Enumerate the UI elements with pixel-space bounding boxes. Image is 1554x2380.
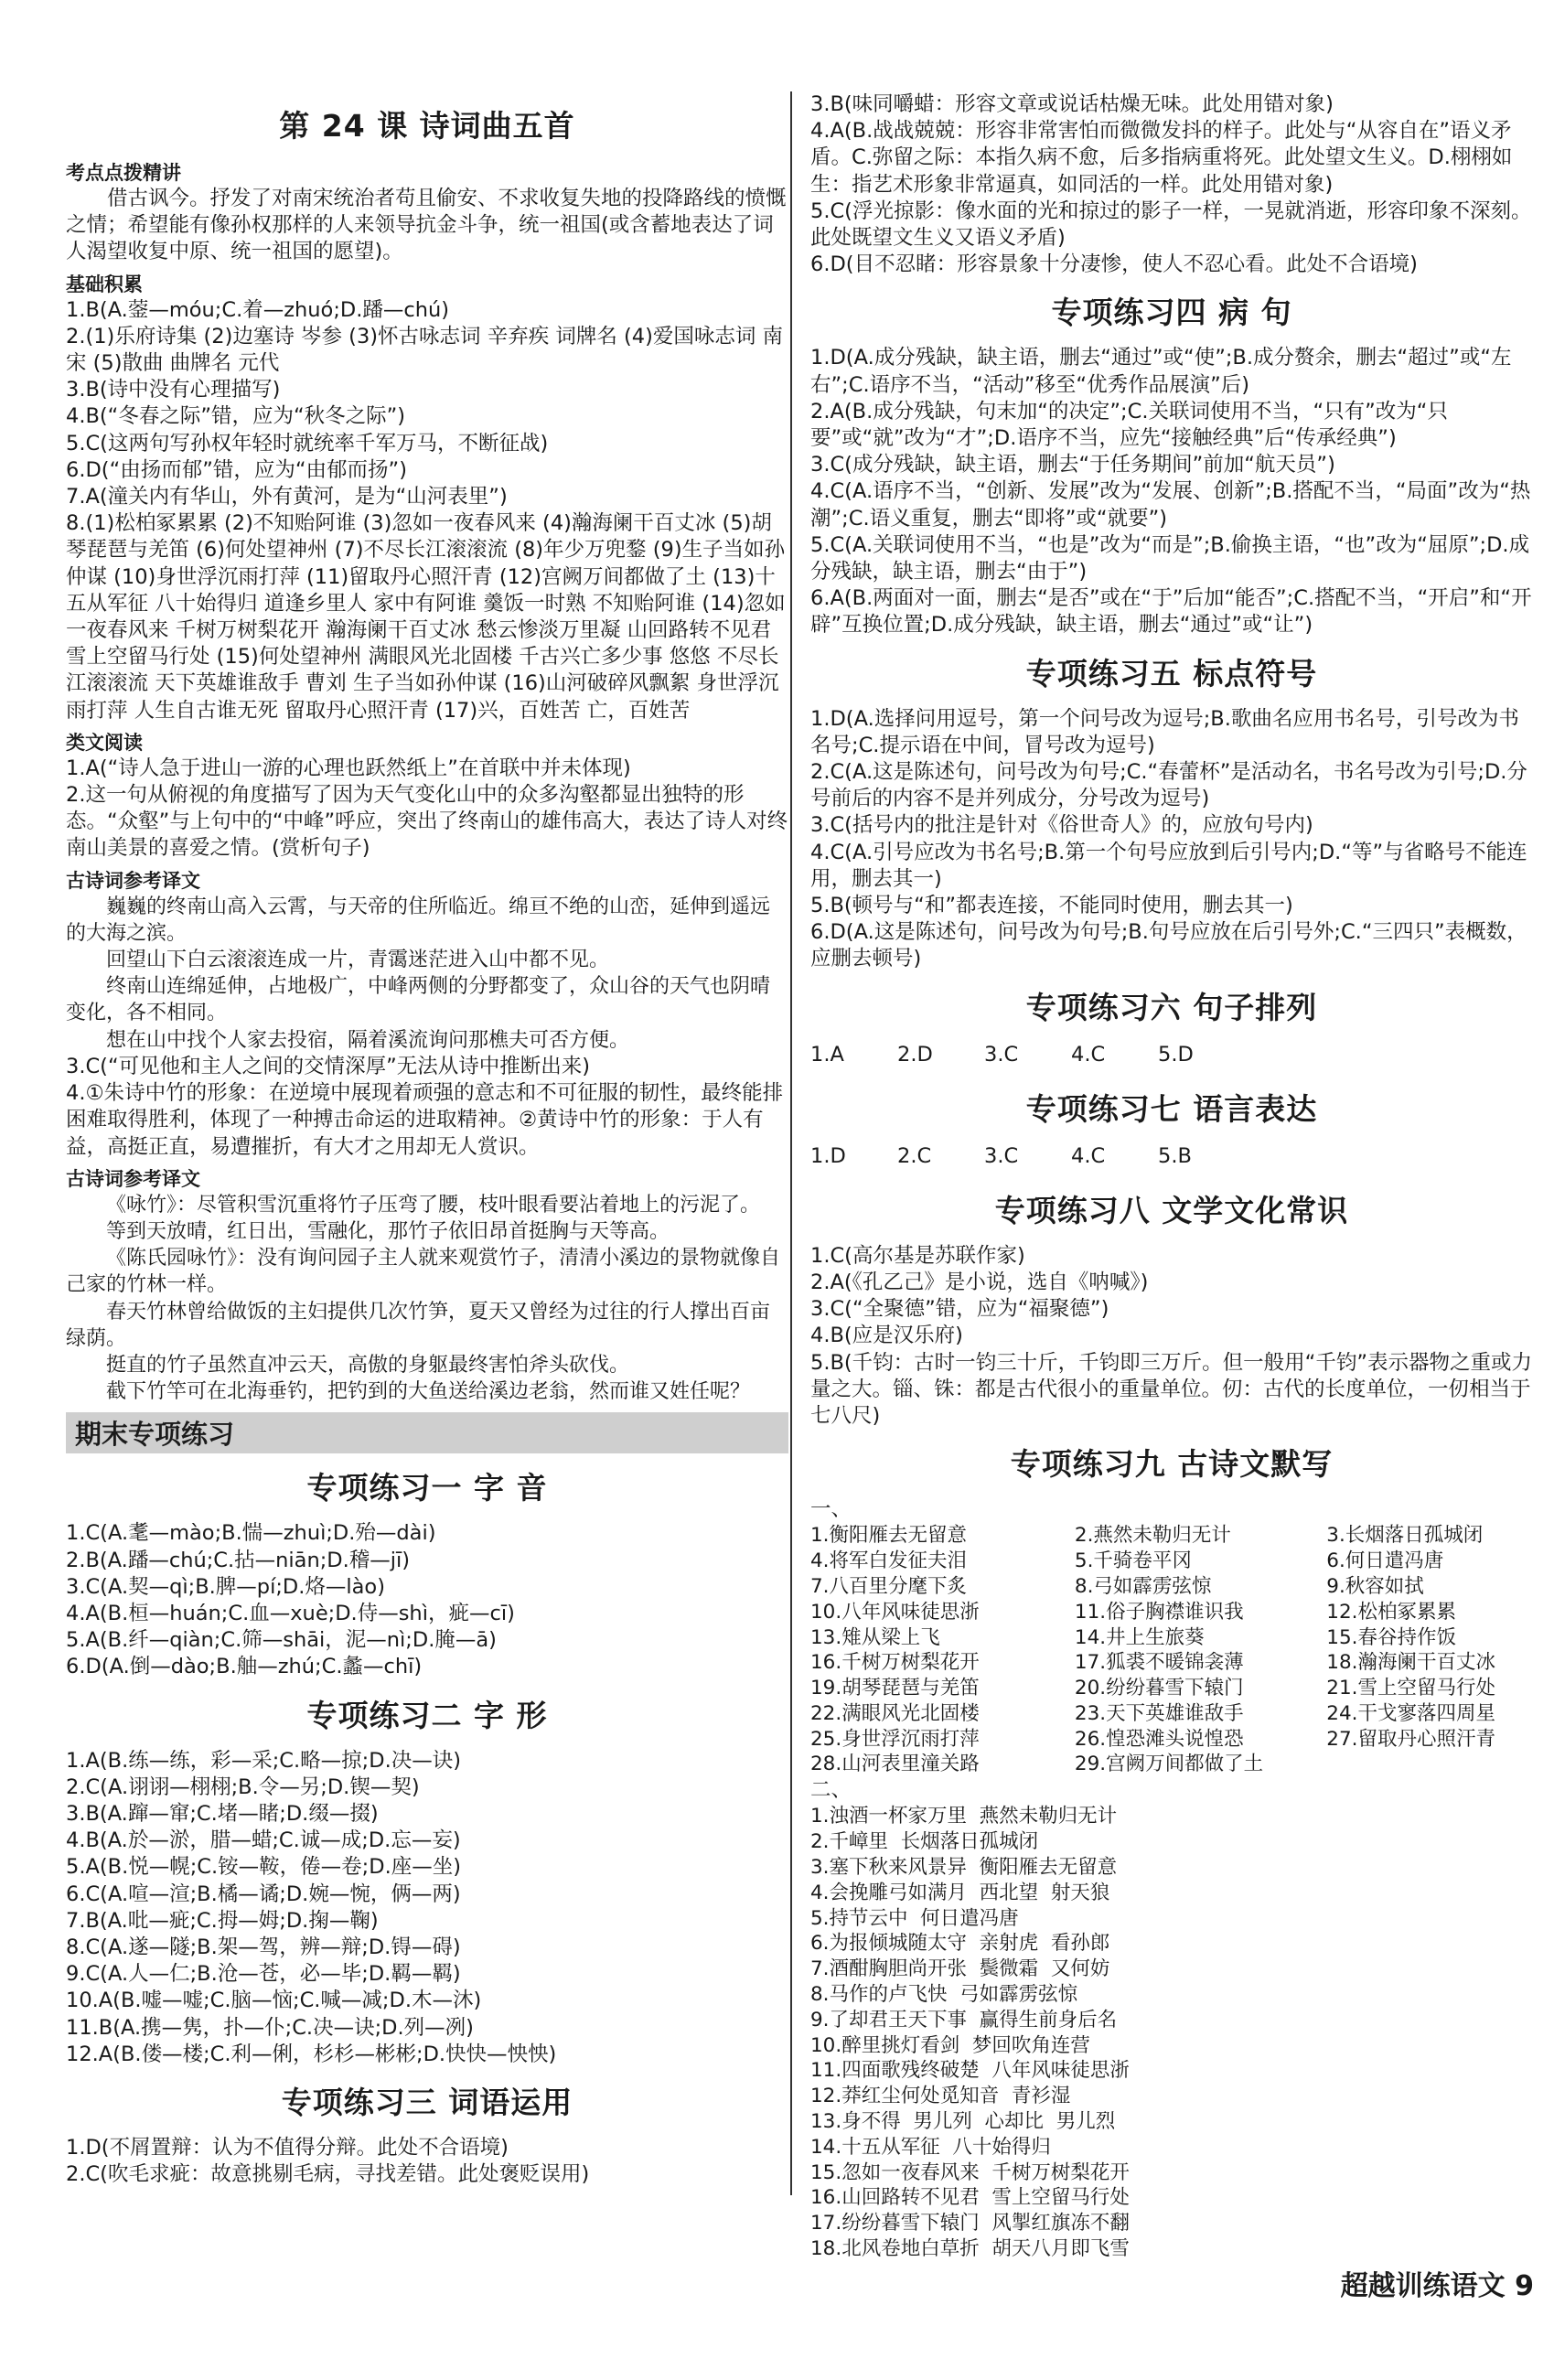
paragraph: 1.C(A.耄—mào;B.惴—zhuì;D.殆—dài) (66, 1521, 436, 1546)
section-title: 专项练习二 字 形 (306, 1697, 548, 1733)
paragraph: 6.D(A.倒—dào;B.舳—zhú;C.蠡—chī) (66, 1655, 423, 1679)
recitation-item: 11.俗子胸襟谁识我 (1074, 1600, 1244, 1624)
recitation-line: 9.了却君王天下事 赢得生前身后名 (810, 2008, 1118, 2032)
paragraph: 1.A(B.练—练，彩—采;C.略—掠;D.决—诀) (66, 1748, 462, 1773)
translation-paragraph: 想在山中找个人家去投宿，隔着溪流询问那樵夫可否方便。 (106, 1028, 630, 1052)
paragraph: 1.D(A.成分残缺，缺主语，删去“通过”或“使”;B.成分赘余，删去“超过”或“左右”;C.语序不当，“活动”移至“优秀作品展演”后) (810, 346, 1512, 397)
recitation-item: 9.秋容如拭 (1326, 1574, 1424, 1598)
left-column (66, 91, 788, 2188)
answer-item: 4.C (1071, 1143, 1106, 1168)
recitation-item: 8.弓如霹雳弦惊 (1074, 1574, 1212, 1598)
paragraph: 6.D(“由扬而郁”错，应为“由郁而扬”) (66, 457, 407, 482)
recitation-item: 26.惶恐滩头说惶恐 (1074, 1727, 1244, 1751)
paragraph: 3.C(括号内的批注是针对《俗世奇人》的，应放句号内) (810, 813, 1313, 838)
paragraph: 4.B(“冬春之际”错，应为“秋冬之际”) (66, 404, 406, 429)
paragraph: 2.A(《孔乙己》是小说，选自《呐喊》) (810, 1270, 1149, 1294)
paragraph: 2.C(A.这是陈述句，问号改为句号;C.“春蕾杯”是活动名，书名号改为引号;D.分号前后的内容不是并列成分，分号改为逗号) (810, 760, 1527, 811)
paragraph: 借古讽今。抒发了对南宋统治者苟且偷安、不求收复失地的投降路线的愤慨之情；希望能有像孙权那样的人来领导抗金斗争，统一祖国(或含蓄地表达了词人渴望收复中原、统一祖国的愿望)。 (66, 187, 787, 264)
recitation-item: 24.干戈寥落四周星 (1326, 1701, 1495, 1725)
recitation-item: 28.山河表里潼关路 (810, 1753, 980, 1776)
paragraph: 4.A(B.桓—huán;C.血—xuè;D.侍—shì，疵—cī) (66, 1601, 515, 1625)
paragraph: 7.A(潼关内有华山，外有黄河，是为“山河表里”) (66, 485, 508, 509)
subheading: 古诗词参考译文 (66, 869, 200, 892)
section-title: 专项练习五 标点符号 (1025, 655, 1318, 691)
paragraph: 2.C(A.诩诩—栩栩;B.令—另;D.锲—契) (66, 1774, 420, 1799)
page-footer: 超越训练语文 9 (1340, 2270, 1534, 2302)
paragraph: 1.A(“诗人急于进山一游的心理也跃然纸上”在首联中并未体现) (66, 756, 631, 780)
recitation-line: 17.纷纷暮雪下辕门 风掣红旗冻不翻 (810, 2212, 1130, 2235)
paragraph: 3.B(诗中没有心理描写) (66, 378, 281, 402)
recitation-item: 14.井上生旅葵 (1074, 1625, 1205, 1649)
paragraph: 2.C(吹毛求疵：故意挑剔毛病，寻找差错。此处褒贬误用) (66, 2162, 590, 2187)
answer-item: 3.C (984, 1143, 1019, 1168)
recitation-item: 23.天下英雄谁敌手 (1074, 1701, 1244, 1725)
subheading: 基础积累 (66, 273, 143, 295)
paragraph: 10.A(B.嘘—嘘;C.脑—恼;C.喊—减;D.木—沐) (66, 1989, 482, 2013)
recitation-line: 1.浊酒一杯家万里 燕然未勒归无计 (810, 1805, 1118, 1828)
paragraph: 4.A(B.战战兢兢：形容非常害怕而微微发抖的样子。此处与“从容自在”语义矛盾。C.弥留之际：本指久病不愈，后多指病重将死。此处望文生义。D.栩栩如生：指艺术形象非常逼真，如同活的一样。此处用错对象) (810, 119, 1513, 197)
answer-item: 1.A (810, 1042, 844, 1067)
paragraph: 1.C(高尔基是苏联作家) (810, 1243, 1025, 1268)
paragraph: 6.A(B.两面对一面，删去“是否”或在“于”后加“能否”;C.搭配不当，“开启”和“开辟”互换位置;D.成分残缺，缺主语，删去“通过”或“让”) (810, 586, 1532, 638)
subheading: 古诗词参考译文 (66, 1167, 200, 1190)
translation-paragraph: 《陈氏园咏竹》：没有询问园子主人就来观赏竹子，清清小溪边的景物就像自己家的竹林一样。 (66, 1247, 781, 1297)
recitation-item: 12.松柏冢累累 (1326, 1600, 1456, 1624)
section-title: 专项练习八 文学文化常识 (994, 1192, 1349, 1228)
paragraph: 4.C(A.引号应改为书名号;B.第一个句号应放到后引号内;D.“等”与省略号不能连用，删去其一) (810, 840, 1527, 891)
answer-item: 1.D (810, 1143, 846, 1168)
paragraph: 4.①朱诗中竹的形象：在逆境中展现着顽强的意志和不可征服的韧性，最终能排困难取得胜利，体现了一种搏击命运的进取精神。②黄诗中竹的形象：于人有益，高挺正直，易遭摧折，有大才之用却无人赏识。 (66, 1081, 784, 1159)
paragraph: 5.B(千钧：古时一钧三十斤，千钧即三万斤。但一般用“千钧”表示器物之重或力量之大。锱、铢：都是古代很小的重量单位。仞：古代的长度单位，一仞相当于七八尺) (810, 1350, 1532, 1428)
translation-paragraph: 春天竹林曾给做饭的主妇提供几次竹笋，夏天又曾经为过往的行人撑出百亩绿荫。 (66, 1300, 771, 1350)
subheading: 类文阅读 (66, 731, 143, 754)
paragraph: 6.D(A.这是陈述句，问号改为句号;B.句号应放在后引号外;C.“三四只”表概数，应删去顿号) (810, 920, 1527, 971)
recitation-line: 6.为报倾城随太守 亲射虎 看孙郎 (810, 1932, 1110, 1956)
paragraph: 5.B(顿号与“和”都表连接，不能同时使用，删去其一) (810, 894, 1293, 918)
recitation-item: 21.雪上空留马行处 (1326, 1677, 1495, 1700)
recitation-line: 13.身不得 男儿列 心却比 男儿烈 (810, 2110, 1116, 2134)
paragraph: 一、 (810, 1497, 852, 1522)
paragraph: 6.C(A.喧—渲;B.橘—谲;D.婉—惋，俩—两) (66, 1881, 461, 1906)
right-column (810, 91, 1533, 2262)
recitation-item: 20.纷纷暮雪下辕门 (1074, 1677, 1244, 1700)
recitation-item: 27.留取丹心照汗青 (1326, 1727, 1495, 1751)
paragraph: 5.C(浮光掠影：像水面的光和掠过的影子一样，一晃就消逝，形容印象不深刻。此处既望文生义又语义矛盾) (810, 198, 1532, 251)
paragraph: 3.C(成分残缺，缺主语，删去“于任务期间”前加“航天员”) (810, 453, 1335, 477)
recitation-item: 17.狐裘不暖锦衾薄 (1074, 1651, 1244, 1675)
recitation-item: 15.春谷持作饭 (1326, 1625, 1456, 1649)
recitation-line: 10.醉里挑灯看剑 梦回吹角连营 (810, 2033, 1090, 2057)
paragraph: 2.A(B.成分残缺，句末加“的决定”;C.关联词使用不当，“只有”改为“只要”或“就”改为“才”;D.语序不当，应先“接触经典”后“传承经典”) (810, 399, 1448, 451)
recitation-grid (810, 1523, 1533, 1777)
paragraph: 4.C(A.语序不当，“创新、发展”改为“发展、创新”;B.搭配不当，“局面”改为“热潮”;C.语义重复，删去“即将”或“就要”) (810, 479, 1531, 531)
section-title: 专项练习六 句子排列 (1025, 989, 1318, 1025)
recitation-line: 3.塞下秋来风景异 衡阳雁去无留意 (810, 1856, 1118, 1880)
answer-row (810, 1040, 1533, 1069)
answer-row (810, 1142, 1533, 1171)
paragraph: 1.B(A.蓥—móu;C.着—zhuó;D.蹯—chú) (66, 297, 450, 322)
recitation-item: 1.衡阳雁去无留意 (810, 1524, 968, 1548)
paragraph: 3.C(“可见他和主人之间的交情深厚”无法从诗中推断出来) (66, 1054, 591, 1078)
answer-item: 4.C (1071, 1042, 1106, 1067)
recitation-line: 2.千嶂里 长烟落日孤城闭 (810, 1830, 1039, 1854)
recitation-line: 18.北风卷地白草折 胡天八月即飞雪 (810, 2237, 1130, 2261)
recitation-item: 5.千骑卷平冈 (1074, 1549, 1192, 1573)
section-title: 专项练习一 字 音 (306, 1470, 548, 1506)
paragraph: 2.这一句从俯视的角度描写了因为天气变化山中的众多沟壑都显出独特的形态。“众壑”与上句中的“中峰”呼应，突出了终南山的雄伟高大，表达了诗人对终南山美景的喜爱之情。(赏析句子) (66, 783, 788, 861)
paragraph: 4.B(应是汉乐府) (810, 1324, 963, 1348)
recitation-item: 4.将军白发征夫泪 (810, 1549, 968, 1573)
paragraph: 5.A(B.悦—幌;C.铵—鞍，倦—卷;D.座—坐) (66, 1855, 462, 1880)
translation-paragraph: 截下竹竿可在北海垂钓，把钓到的大鱼送给溪边老翁，然而谁又姓任呢？ (106, 1380, 751, 1404)
paragraph: 4.B(A.於—淤，腊—蜡;C.诚—成;D.忘—妄) (66, 1828, 461, 1853)
recitation-item: 19.胡琴琵琶与羌笛 (810, 1677, 980, 1700)
section-title: 专项练习三 词语运用 (281, 2084, 573, 2120)
section-title: 专项练习九 古诗文默写 (1010, 1446, 1334, 1483)
paragraph: 6.D(目不忍睹：形容景象十分凄惨，使人不忍心看。此处不合语境) (810, 252, 1418, 277)
recitation-line: 15.忽如一夜春风来 千树万树梨花开 (810, 2160, 1130, 2184)
chapter-banner: 期末专项练习 (66, 1412, 788, 1453)
recitation-line: 5.持节云中 何日遣冯唐 (810, 1906, 1019, 1930)
answer-item: 2.D (897, 1042, 933, 1067)
recitation-item (1326, 1752, 1533, 1777)
paragraph: 7.B(A.吡—疵;C.拇—姆;D.掬—鞠) (66, 1908, 379, 1933)
recitation-item: 10.八年风味徒思浙 (810, 1600, 980, 1624)
paragraph: 5.A(B.纤—qiàn;C.筛—shāi，泥—nì;D.腌—ā) (66, 1628, 497, 1653)
answer-item: 2.C (897, 1143, 932, 1168)
translation-paragraph: 回望山下白云滚滚连成一片，青霭迷茫进入山中都不见。 (106, 949, 610, 972)
paragraph: 11.B(A.携—隽，扑—仆;C.决—诀;D.列—冽) (66, 2015, 474, 2040)
translation-paragraph: 《咏竹》：尽管积雪沉重将竹子压弯了腰，枝叶眼看要沾着地上的污泥了。 (106, 1193, 761, 1217)
translation-paragraph: 等到天放晴，红日出，雪融化，那竹子依旧昂首挺胸与天等高。 (106, 1219, 670, 1243)
paragraph: 5.C(A.关联词使用不当，“也是”改为“而是”;B.偷换主语，“也”改为“屈原”;D.成分残缺，缺主语，删去“由于”) (810, 532, 1530, 584)
recitation-item: 22.满眼风光北固楼 (810, 1701, 980, 1725)
column-divider (790, 91, 792, 2195)
paragraph: 3.C(A.契—qì;B.脾—pí;D.烙—lào) (66, 1574, 385, 1599)
recitation-item: 16.千树万树梨花开 (810, 1651, 980, 1675)
recitation-item: 29.宫阙万间都做了土 (1074, 1753, 1264, 1776)
recitation-line: 16.山回路转不见君 雪上空留马行处 (810, 2186, 1130, 2210)
paragraph: 8.(1)松柏冢累累 (2)不知贻阿谁 (3)忽如一夜春风来 (4)瀚海阑干百丈冰 (5)胡琴琵琶与羌笛 (6)何处望神州 (7)不尽长江滚滚流 (8)年少万兜鍪 (9)生子当如孙仲谋 (10)身世浮沉雨打萍 (11)留取丹心照汗青 (12)宫阙万间都做了土 (13)十五从军征 八十始得归 道逢乡里人 家中有阿谁 羹饭一时熟 不知贻阿谁 (14)忽如一夜春风来 千树万树梨花开 瀚海阑干百丈冰 愁云惨淡万里凝 山回路转不见君 雪上空留马行处 (15)何处望神州 满眼风光北固楼 千古兴亡多少事 悠悠 不尽长江滚滚流 天下英雄谁敌手 曹刘 生子当如孙仲谋 (16)山河破碎风飘絮 身世浮沉雨打萍 人生自古谁无死 留取丹心照汗青 (17)兴，百姓苦 亡，百姓苦 (66, 511, 786, 723)
paragraph: 8.C(A.遂—隧;B.架—驾，辨—辩;D.锝—碍) (66, 1935, 461, 1959)
translation-paragraph: 挺直的竹子虽然直冲云天，高傲的身躯最终害怕斧头砍伐。 (106, 1353, 630, 1377)
paragraph: 1.D(A.选择问用逗号，第一个问号改为逗号;B.歌曲名应用书名号，引号改为书名号;C.提示语在中间，冒号改为逗号) (810, 706, 1519, 757)
translation-paragraph: 巍巍的终南山高入云霄，与天帝的住所临近。绵亘不绝的山峦，延伸到遥远的大海之滨。 (66, 895, 771, 945)
paragraph: 3.B(味同嚼蜡：形容文章或说话枯燥无味。此处用错对象) (810, 92, 1334, 116)
answer-item: 5.D (1158, 1042, 1194, 1067)
translation-paragraph: 终南山连绵延伸，占地极广，中峰两侧的分野都变了，众山谷的天气也阴晴变化，各不相同。 (66, 975, 771, 1025)
paragraph: 5.C(这两句写孙权年轻时就统率千军万马，不断征战) (66, 431, 549, 456)
answer-item: 3.C (984, 1042, 1019, 1067)
subheading: 考点点拨精讲 (66, 162, 181, 184)
recitation-line: 7.酒酣胸胆尚开张 鬓微霜 又何妨 (810, 1957, 1110, 1981)
paragraph: 二、 (810, 1778, 852, 1803)
recitation-item: 2.燕然未勒归无计 (1074, 1524, 1231, 1548)
section-title: 第 24 课 诗词曲五首 (279, 108, 575, 144)
recitation-line: 14.十五从军征 八十始得归 (810, 2135, 1051, 2159)
recitation-line: 12.莽红尘何处觅知音 青衫湿 (810, 2085, 1071, 2108)
paragraph: 12.A(B.偻—楼;C.利—俐，杉杉—彬彬;D.快快—怏怏) (66, 2042, 557, 2066)
recitation-item: 3.长烟落日孤城闭 (1326, 1524, 1484, 1548)
paragraph: 3.C(“全聚德”错，应为“福聚德”) (810, 1297, 1109, 1322)
paragraph: 2.(1)乐府诗集 (2)边塞诗 岑参 (3)怀古咏志词 辛弃疾 词牌名 (4)爱国咏志词 南宋 (5)散曲 曲牌名 元代 (66, 324, 784, 376)
section-title: 专项练习七 语言表达 (1025, 1090, 1318, 1127)
recitation-item: 25.身世浮沉雨打萍 (810, 1727, 980, 1751)
recitation-item: 13.雉从梁上飞 (810, 1625, 940, 1649)
section-title: 专项练习四 病 句 (1051, 295, 1292, 331)
recitation-item: 18.瀚海阑干百丈冰 (1326, 1651, 1495, 1675)
recitation-item: 7.八百里分麾下炙 (810, 1574, 968, 1598)
answer-item: 5.B (1158, 1143, 1192, 1168)
paragraph: 3.B(A.蹿—窜;C.堵—睹;D.缀—掇) (66, 1801, 379, 1826)
paragraph: 2.B(A.蹯—chú;C.拈—niān;D.稽—jī) (66, 1548, 411, 1572)
recitation-line: 8.马作的卢飞快 弓如霹雳弦惊 (810, 1983, 1078, 2007)
recitation-line: 4.会挽雕弓如满月 西北望 射天狼 (810, 1881, 1110, 1904)
recitation-line: 11.四面歌残终破楚 八年风味徒思浙 (810, 2059, 1130, 2083)
recitation-item: 6.何日遣冯唐 (1326, 1549, 1444, 1573)
paragraph: 9.C(A.人—仁;B.沧—苍，必—毕;D.羁—羁) (66, 1962, 461, 1987)
paragraph: 1.D(不屑置辩：认为不值得分辩。此处不合语境) (66, 2135, 509, 2160)
